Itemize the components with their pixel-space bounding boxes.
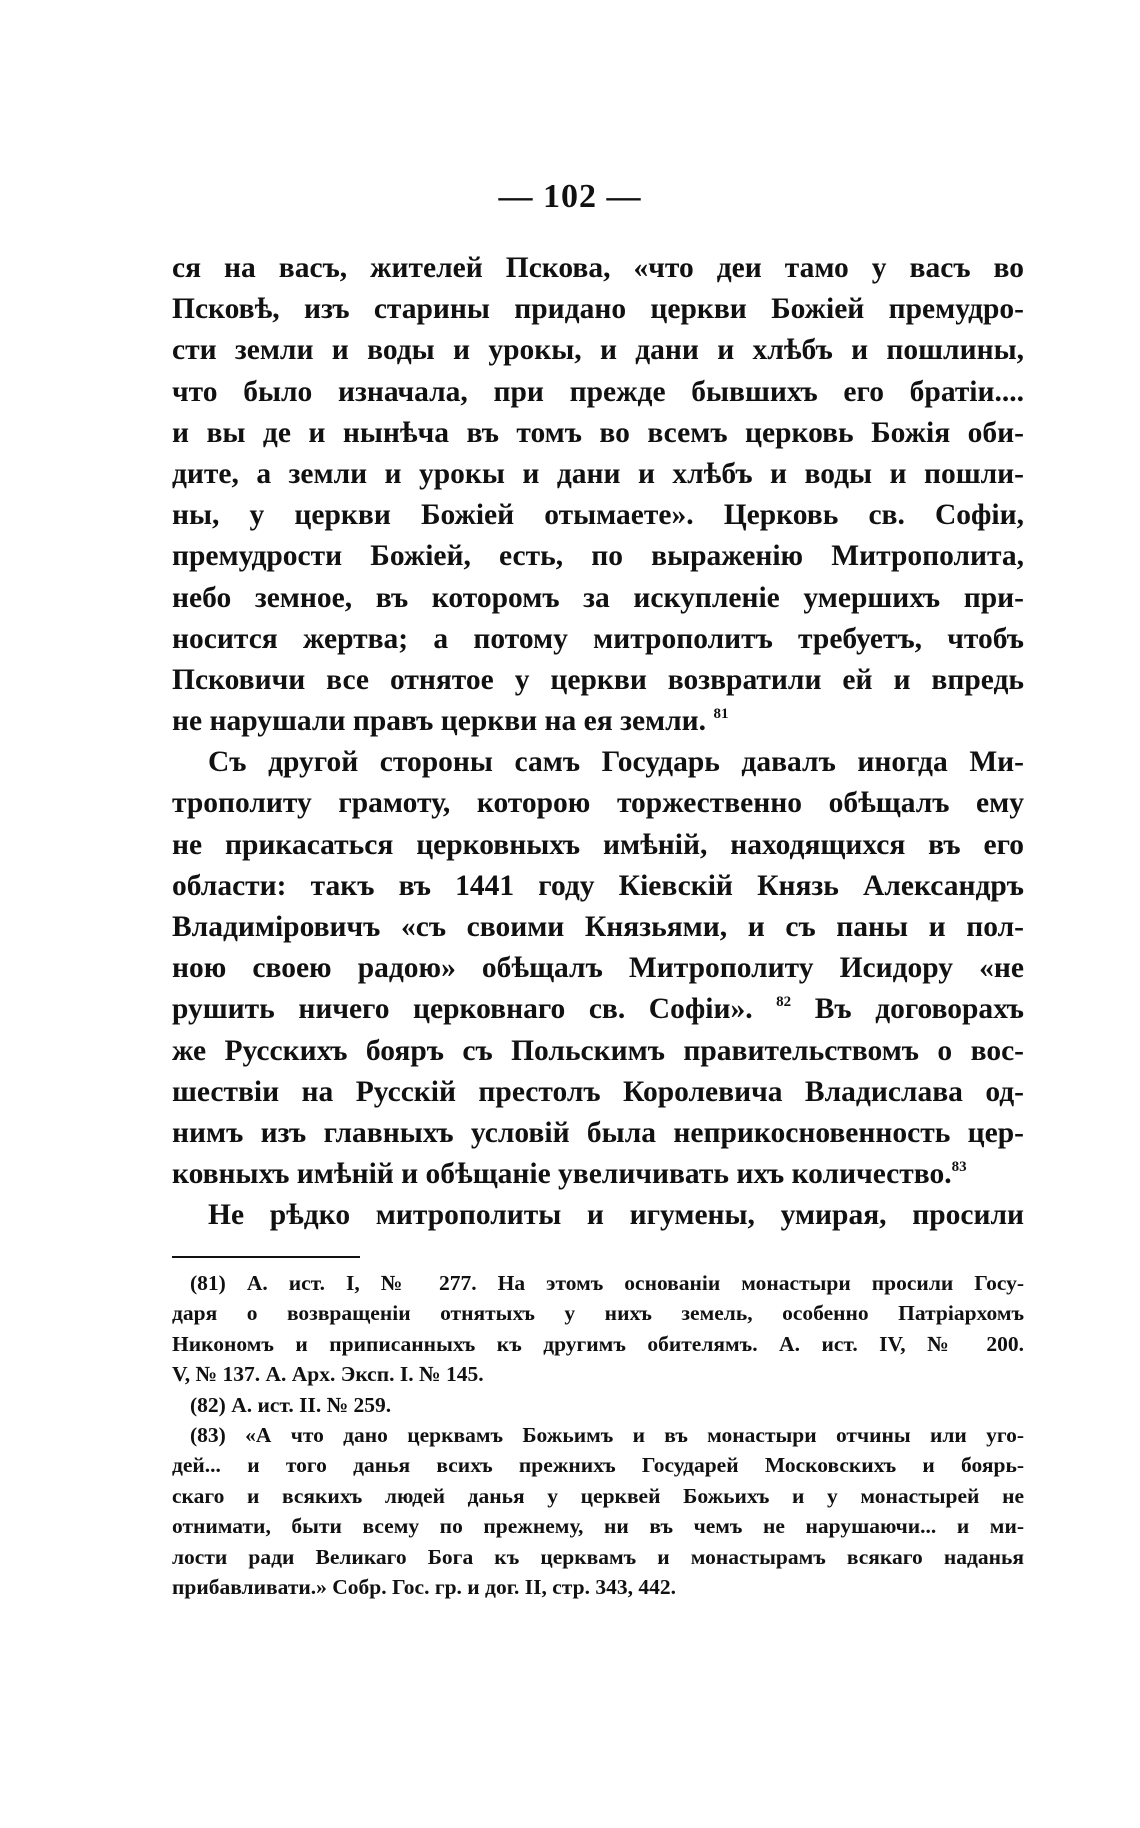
- text-line: Псковѣ, изъ старины придано церкви Божіей премудро-: [172, 293, 1024, 326]
- text-line: Псковичи все отнятое у церкви возвратили ей и впредь: [172, 663, 1024, 696]
- text-line: шествіи на Русскій престолъ Королевича Владислава од-: [172, 1075, 1024, 1108]
- footnote-line: отнимати, быти всему по прежнему, ни въ чемъ не нарушаючи... и ми-: [172, 1514, 1024, 1539]
- footnote-line: Никономъ и приписанныхъ къ другимъ обителямъ. А. ист. IV, № 200.: [172, 1331, 1024, 1356]
- footnote-line: даря о возвращеніи отнятыхъ у нихъ земель, особенно Патріархомъ: [172, 1301, 1024, 1326]
- text-line: области: такъ въ 1441 году Кіевскій Князь Александръ: [172, 869, 1024, 902]
- footnote-line: V, № 137. А. Арх. Эксп. I. № 145.: [172, 1362, 484, 1387]
- footnote-divider: [172, 1256, 360, 1258]
- text-line: не прикасаться церковныхъ имѣній, находящихся въ его: [172, 828, 1024, 861]
- footnote-line: дей... и того данья всихъ прежнихъ Государей Московскихъ и боярь-: [172, 1453, 1024, 1478]
- line-text: не нарушали правъ церкви на ея земли.: [172, 705, 707, 738]
- text-line: Не рѣдко митрополиты и игумены, умирая, просили: [208, 1199, 1024, 1232]
- text-line: трополиту грамоту, которою торжественно обѣщалъ ему: [172, 787, 1024, 820]
- footnote-ref[interactable]: 83: [951, 1159, 967, 1176]
- text-line: дите, а земли и урокы и дани и хлѣбъ и воды и пошли-: [172, 457, 1024, 490]
- footnote-line: (82) А. ист. II. № 259.: [190, 1392, 392, 1417]
- text-line: небо земное, въ которомъ за искупленіе умершихъ при-: [172, 581, 1024, 614]
- text-line: [172, 989, 1024, 1030]
- text-line: премудрости Божіей, есть, по выраженію Митрополита,: [172, 540, 1024, 573]
- text-line: ся на васъ, жителей Пскова, «что деи тамо у васъ во: [172, 252, 1024, 284]
- footnote-line: скаго и всякихъ людей данья у церквей Божьихъ и у монастырей не: [172, 1483, 1024, 1508]
- text-line: нимъ изъ главныхъ условій была неприкосновенность цер-: [172, 1116, 1024, 1149]
- footnote-line: лости ради Великаго Бога къ церквамъ и монастырамъ всякаго наданья: [172, 1544, 1024, 1569]
- text-line: Съ другой стороны самъ Государь давалъ иногда Ми-: [208, 746, 1024, 779]
- text-line: [172, 701, 1024, 742]
- footnotes: [172, 1268, 1024, 1602]
- text-line: сти земли и воды и урокы, и дани и хлѣбъ и пошлины,: [172, 334, 1024, 367]
- page-number: — 102 —: [498, 178, 642, 215]
- main-text: [172, 248, 1024, 1237]
- footnote-line: (83) «А что дано церквамъ Божьимъ и въ монастыри отчины или уго-: [190, 1422, 1024, 1447]
- text-line: [172, 1154, 1024, 1195]
- footnote-line: (81) А. ист. I, № 277. На этомъ основаніи монастыри просили Госу-: [190, 1271, 1024, 1295]
- text-line: ны, у церкви Божіей отымаете». Церковь св. Софіи,: [172, 499, 1024, 532]
- text-line: ною своею радою» обѣщалъ Митрополиту Исидору «не: [172, 952, 1024, 985]
- footnote-ref[interactable]: 81: [713, 706, 729, 723]
- line-text: Въ договорахъ: [814, 993, 1025, 1026]
- line-text: рушить ничего церковнаго св. Софіи».: [172, 993, 753, 1026]
- footnote-line: прибавливати.» Собр. Гос. гр. и дог. II, стр. 343, 442.: [172, 1574, 676, 1599]
- footnote-ref[interactable]: 82: [776, 994, 792, 1011]
- text-line: носится жертва; а потому митрополитъ требуетъ, чтобъ: [172, 622, 1024, 655]
- text-line: что было изначала, при прежде бывшихъ его братіи....: [172, 375, 1024, 408]
- text-line: же Русскихъ бояръ съ Польскимъ правительствомъ о вос-: [172, 1034, 1024, 1067]
- text-line: и вы де и нынѣча въ томъ во всемъ церковь Божія оби-: [172, 416, 1024, 449]
- line-text: ковныхъ имѣній и обѣщаніе увеличивать ихъ количество.: [172, 1158, 952, 1191]
- text-line: Владиміровичъ «съ своими Князьями, и съ паны и пол-: [172, 911, 1024, 943]
